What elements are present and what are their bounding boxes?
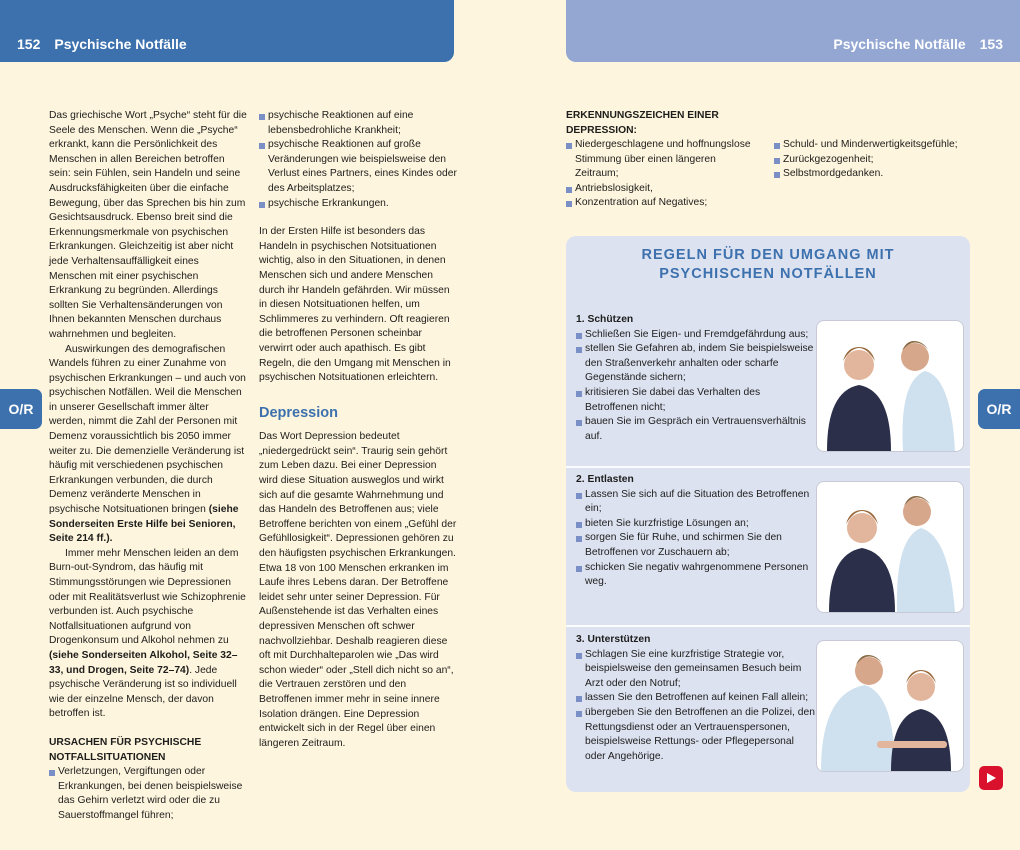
page-number-left: 152 (17, 36, 41, 52)
list-item: stellen Sie Gefahren ab, indem Sie beispielsweise den Straßenverkehr anhalten oder scharfe Gegenstände sichern; (576, 342, 816, 386)
list-item: Schlagen Sie eine kurzfristige Strategie vor, beispielsweise den gemeinsamen Besuch beim Arzt oder den Notruf; (576, 648, 816, 692)
list-item: Lassen Sie sich auf die Situation des Betroffenen ein; (576, 488, 816, 517)
page-header-left (0, 0, 454, 62)
list-item: Konzentration auf Negatives; (566, 196, 761, 211)
causes-list (49, 765, 247, 823)
depression-heading: Depression (259, 404, 338, 421)
list-item: übergeben Sie den Betroffenen an die Polizei, den Rettungsdienst oder an Vertrauenspersonen, beispielsweise Rettungs- oder Pflegepersonal oder Angehörige. (576, 706, 816, 764)
cross-reference[interactable]: (siehe Sonderseiten Erste Hilfe bei Senioren, Seite 214 ff.). (49, 504, 239, 545)
paragraph: Das griechische Wort „Psyche“ steht für die Seele des Menschen. Wenn die „Psyche“ erkrankt, kann die Persönlichkeit des Menschen in allen Bereichen betroffen sein: sein Fühlen, sein Handeln und seine Ausdrucksfähigkeiten über die einfache Bewegung, über das Sprechen bis hin zum Gesichtsausdruck. Ebenso breit sind die Erkennungsmerkmale von psychischen Erkrankungen. Gleichzeitig ist aber nicht jede Verhaltensauffälligkeit eines Menschen mit einer psychischen Erkrankung zu begründen. Allerdings sollten Sie Verhaltensänderungen von Ihnen bekannten Menschen durchaus wahrnehmen und begleiten. (49, 110, 247, 340)
chapter-title-left: Psychische Notfälle (54, 36, 187, 52)
list-item: Antriebslosigkeit, (566, 182, 761, 197)
paragraph (49, 547, 247, 722)
list-item: sorgen Sie für Ruhe, und schirmen Sie den Betroffenen vor Zuschauern ab; (576, 531, 816, 560)
paragraph-text: . Jede psychische Veränderung ist so individuell wie der einzelne Mensch, der davon betroffen ist. (49, 664, 237, 720)
causes-list-continued (259, 109, 457, 211)
section-title: 3. Unterstützen (576, 634, 651, 645)
title-line: PSYCHISCHEN NOTFÄLLEN (659, 266, 877, 282)
list-item: Selbstmordgedanken. (774, 167, 979, 182)
signs-list-right (774, 138, 979, 182)
paragraph-text: Immer mehr Menschen leiden an dem Burn-out-Syndrom, das häufig mit Stimmungsstörungen wie Depressionen oder mit Realitätsverlust wie Schizophrenie verbunden ist. Auch psychische Notfallsituationen aufgrund von Drogenkonsum und Alkohol nehmen zu (49, 547, 246, 647)
divider (566, 466, 970, 468)
chapter-title-right: Psychische Notfälle (833, 36, 966, 52)
list-item: bauen Sie im Gespräch ein Vertrauensverhältnis auf. (576, 415, 816, 444)
photo-support (816, 640, 964, 772)
divider (566, 625, 970, 627)
column-1 (49, 109, 247, 824)
column-2 (259, 109, 457, 751)
list-item: Schließen Sie Eigen- und Fremdgefährdung aus; (576, 328, 816, 343)
list-item: psychische Reaktionen auf große Veränderungen wie beispielsweise den Verlust eines Partners, eines Kindes oder des Arbeitsplatzes; (259, 138, 457, 196)
play-icon (986, 773, 996, 783)
side-tab-right[interactable]: O/R (978, 389, 1020, 429)
side-tab-left[interactable]: O/R (0, 389, 42, 429)
cross-reference[interactable]: (siehe Sonderseiten Alkohol, Seite 32–33, und Drogen, Seite 72–74) (49, 649, 238, 676)
rule-section-support (576, 633, 816, 764)
signs-list-left (566, 138, 761, 211)
photo-relieve (816, 481, 964, 613)
signs-heading: ERKENNUNGSZEICHEN EINER DEPRESSION: (566, 110, 719, 136)
rules-box (566, 236, 970, 792)
section-title: 2. Entlasten (576, 474, 634, 485)
list-item: schicken Sie negativ wahrgenommene Personen weg. (576, 561, 816, 590)
list-item: psychische Reaktionen auf eine lebensbedrohliche Krankheit; (259, 109, 457, 138)
play-button[interactable] (979, 766, 1003, 790)
photo-protect (816, 320, 964, 452)
list-item: Verletzungen, Vergiftungen oder Erkrankungen, bei denen beispielsweise das Gehirn verletzt wird oder die zu Sauerstoffmangel führen; (49, 765, 247, 823)
rule-section-protect (576, 313, 816, 444)
section-heading: URSACHEN FÜR PSYCHISCHE NOTFALLSITUATIONEN (49, 736, 202, 763)
list-item: psychische Erkrankungen. (259, 197, 457, 212)
list-item: Zurückgezogenheit; (774, 153, 979, 168)
list-item: Schuld- und Minderwertigkeitsgefühle; (774, 138, 979, 153)
list-item: Niedergeschlagene und hoffnungslose Stimmung über einen längeren Zeitraum; (566, 138, 761, 182)
page-number-right: 153 (979, 36, 1003, 52)
list-item: kritisieren Sie dabei das Verhalten des Betroffenen nicht; (576, 386, 816, 415)
page-header-right (566, 0, 1020, 62)
paragraph-text: Auswirkungen des demografischen Wandels führen zu einer Zunahme von psychischen Erkrankungen – und auch von psychischen Notfällen. Weil die Menschen in unserer Gesellschaft immer älter werden, nimmt die Zahl der Personen mit Demenz voraussichtlich bis 2050 immer weiter zu. Die demenzielle Veränderung ist häufig mit verschiedenen psychischen Erkrankungen verbunden, die durch Demenz veränderte Menschen in psychische Notsituationen bringen (49, 343, 246, 516)
depression-signs (566, 109, 976, 209)
title-line: REGELN FÜR DEN UMGANG MIT (641, 247, 895, 263)
list-item: bieten Sie kurzfristige Lösungen an; (576, 517, 816, 532)
rule-section-relieve (576, 473, 816, 590)
rules-box-title (566, 246, 970, 284)
section-title: 1. Schützen (576, 314, 634, 325)
paragraph (49, 343, 247, 547)
paragraph: In der Ersten Hilfe ist besonders das Handeln in psychischen Notsituationen wichtig, also in den Situationen, in denen Menschen sich und andere Menschen durch ihr Handeln gefährden. Wir müssen in diesen Notsituationen helfen, um Schlimmeres zu verhindern. Oft reagieren die betroffenen Personen scheinbar verwirrt oder auch apathisch. Es gibt Regeln, die den Umgang mit Menschen in psychischen Notsituationen erleichtern. (259, 226, 451, 384)
paragraph: Das Wort Depression bedeutet „niedergedrückt sein“. Traurig sein gehört zum Leben dazu. Bei einer Depression wird diese Situation ausweglos und wirkt sich auf die gesamte Wahrnehmung und das Handeln des Betroffenen aus; viele Betroffene berichten von einem „Gefühl der Gefühllosigkeit“. Depressionen gehören zu den häufigsten psychischen Erkrankungen. Etwa 18 von 100 Menschen erkranken im Laufe ihres Lebens daran. Der Betroffene leidet sehr unter seiner Depression. Für Außenstehende ist das Verhalten eines depressiven Menschen oft schwer nachvollziehbar. Deshalb reagieren diese oft mit Durchhalteparolen wie „Das wird schon wieder“ oder „Stell dich nicht so an“, die Vertrauen zerstören und den Betroffenen immer mehr in seine innere Isolation drängen. Eine Depression entwickelt sich in der Regel über einen längeren Zeitraum. (259, 431, 457, 749)
list-item: lassen Sie den Betroffenen auf keinen Fall allein; (576, 691, 816, 706)
